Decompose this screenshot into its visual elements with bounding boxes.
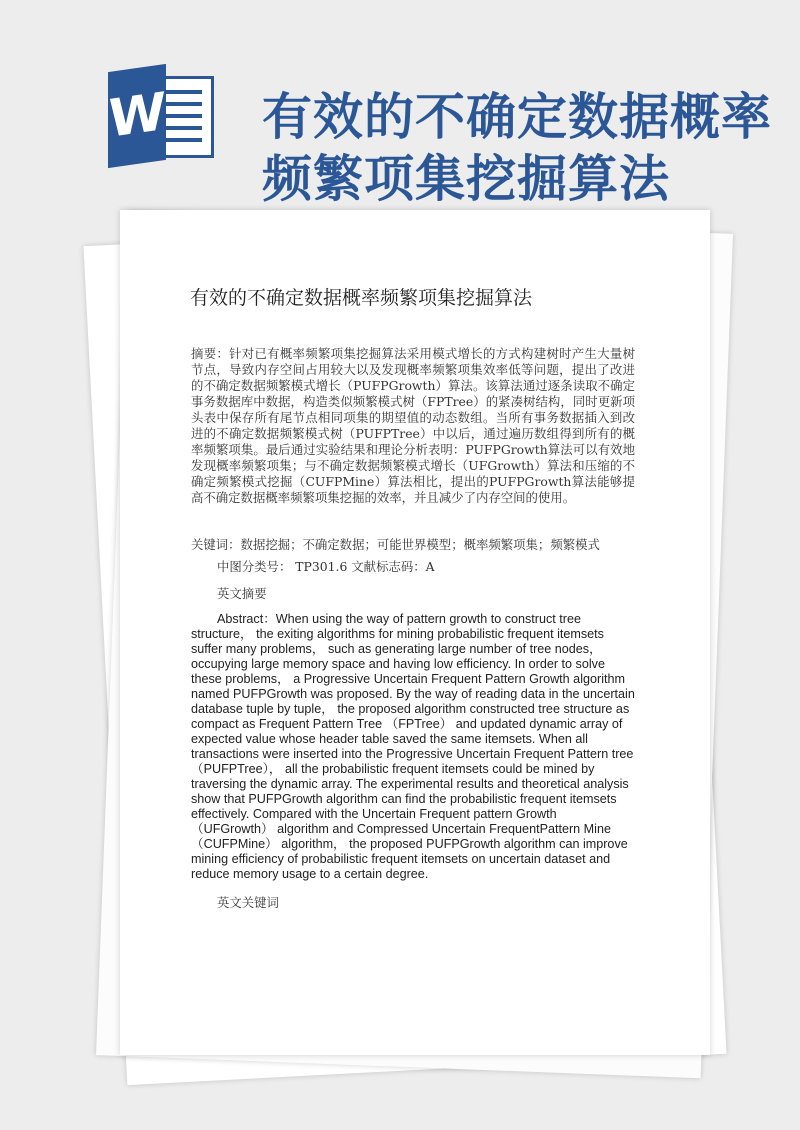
english-keywords-heading: 英文关键词 (217, 895, 279, 910)
word-logo-icon (100, 68, 218, 164)
chinese-keywords: 关键词：数据挖掘；不确定数据；可能世界模型；概率频繁项集；频繁模式 (191, 537, 600, 552)
chinese-abstract: 摘要：针对已有概率频繁项集挖掘算法采用模式增长的方式构建树时产生大量树节点，导致内存空间占用较大以及发现概率频繁项集效率低等问题，提出了改进的不确定数据频繁模式增长（PUFPGrowth）算法。该算法通过逐条读取不确定事务数据库中数据，构造类似频繁模式树（FPTree）的紧凑树结构，同时更新项头表中保存所有尾节点相同项集的期望值的动态数组。当所有事务数据插入到改进的不确定数据频繁模式树（PUFPTree）中以后，通过遍历数组得到所有的概率频繁项集。最后通过实验结果和理论分析表明：PUFPGrowth算法可以有效地发现概率频繁项集；与不确定数据频繁模式增长（UFGrowth）算法和压缩的不确定频繁模式挖掘（CUFPMine）算法相比，提出的PUFPGrowth算法能够提高不确定数据概率频繁项集挖掘的效率，并且减少了内存空间的使用。 (191, 346, 635, 505)
classification-number: 中图分类号： TP301.6 文献标志码：A (217, 559, 435, 574)
word-letter-badge: W (108, 64, 166, 168)
cover-title: 有效的不确定数据概率频繁项集挖掘算法 (262, 86, 772, 208)
english-abstract-heading: 英文摘要 (217, 586, 267, 601)
document-body (191, 346, 635, 911)
document-title: 有效的不确定数据概率频繁项集挖掘算法 (190, 287, 533, 309)
english-abstract: Abstract：When using the way of pattern growth to construct tree structure， the exiting algorithms for mining probabilistic frequent itemsets suffer many problems， such as generating large number of tree nodes， occupying large memory space and having low efficiency. In order to solve these problems， a Progressive Uncertain Frequent Pattern Growth algorithm named PUFPGrowth was proposed. By the way of reading data in the uncertain database tuple by tuple， the proposed algorithm constructed tree structure as compact as Frequent Pattern Tree （FPTree） and updated dynamic array of expected value whose header table saved the same itemsets. When all transactions were inserted into the Progressive Uncertain Frequent Pattern tree （PUFPTree）， all the probabilistic frequent itemsets could be mined by traversing the dynamic array. The experimental results and theoretical analysis show that PUFPGrowth algorithm can find the probabilistic frequent itemsets effectively. Compared with the Uncertain Frequent pattern Growth （UFGrowth） algorithm and Compressed Uncertain FrequentPattern Mine （CUFPMine） algorithm， the proposed PUFPGrowth algorithm can improve mining efficiency of probabilistic frequent itemsets on uncertain dataset and reduce memory usage to a certain degree. (191, 612, 635, 881)
